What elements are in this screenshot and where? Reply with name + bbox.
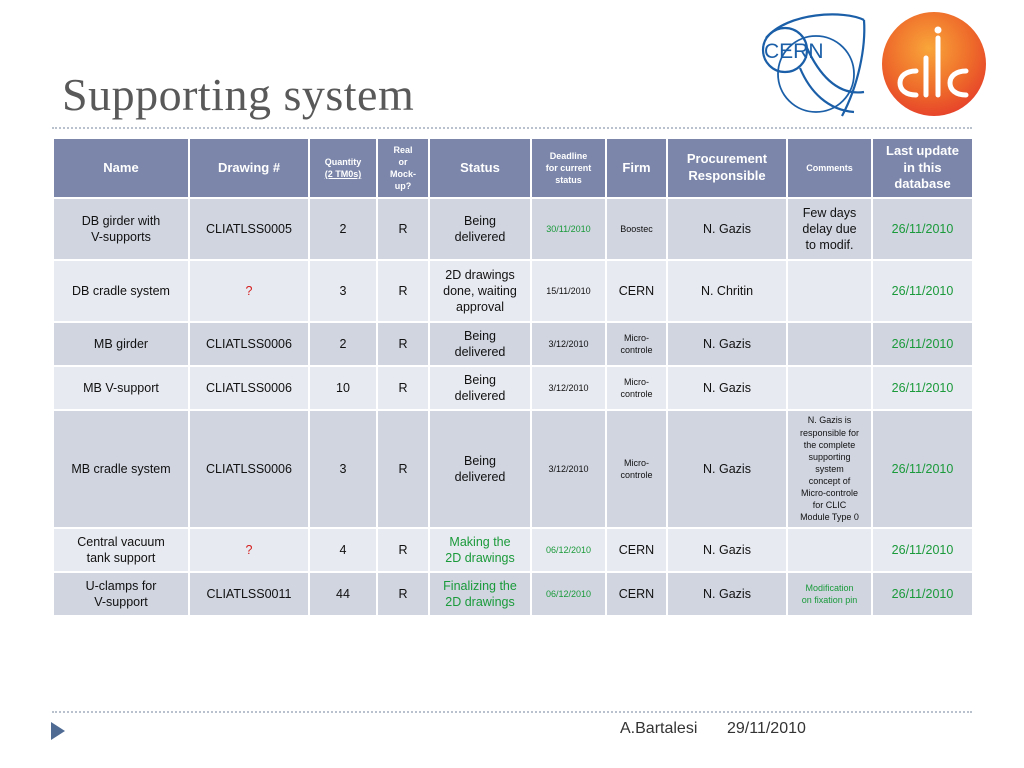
cell-quantity: 44 <box>309 572 377 616</box>
cell-comments: Few days delay due to modif. <box>787 198 872 260</box>
top-divider <box>52 127 972 129</box>
table-row <box>53 366 973 410</box>
play-triangle-icon <box>51 722 65 745</box>
cell-comments <box>787 322 872 366</box>
table-row <box>53 572 973 616</box>
cell-comments <box>787 260 872 322</box>
cell-real: R <box>377 366 429 410</box>
cell-name: U-clamps for V-support <box>53 572 189 616</box>
cell-comments: N. Gazis is responsible for the complete supporting system concept of Micro-controle for CLIC Module Type 0 <box>787 410 872 528</box>
cell-quantity: 3 <box>309 260 377 322</box>
cell-comments <box>787 366 872 410</box>
cell-quantity: 3 <box>309 410 377 528</box>
footer-date: 29/11/2010 <box>727 720 806 737</box>
cell-name: Central vacuum tank support <box>53 528 189 572</box>
cell-name: MB V-support <box>53 366 189 410</box>
table-row <box>53 528 973 572</box>
header-firm: Firm <box>606 138 667 198</box>
table-row <box>53 410 973 528</box>
cell-status: 2D drawings done, waiting approval <box>429 260 531 322</box>
slide-title: Supporting system <box>62 69 415 120</box>
cell-name: DB girder with V-supports <box>53 198 189 260</box>
cell-procurement: N. Gazis <box>667 528 787 572</box>
cell-quantity: 10 <box>309 366 377 410</box>
header-name: Name <box>53 138 189 198</box>
cell-drawing: CLIATLSS0011 <box>189 572 309 616</box>
cell-comments <box>787 528 872 572</box>
cell-status: Finalizing the 2D drawings <box>429 572 531 616</box>
supporting-system-table <box>52 137 974 617</box>
table-row <box>53 198 973 260</box>
bottom-divider <box>52 711 972 713</box>
cell-procurement: N. Gazis <box>667 410 787 528</box>
cell-status: Making the 2D drawings <box>429 528 531 572</box>
cell-deadline: 3/12/2010 <box>531 366 606 410</box>
cell-real: R <box>377 322 429 366</box>
header-real-or-mockup: Real or Mock- up? <box>377 138 429 198</box>
cell-last-update: 26/11/2010 <box>872 260 973 322</box>
cell-comments: Modification on fixation pin <box>787 572 872 616</box>
cell-procurement: N. Gazis <box>667 572 787 616</box>
cell-deadline: 06/12/2010 <box>531 572 606 616</box>
cell-last-update: 26/11/2010 <box>872 572 973 616</box>
cell-last-update: 26/11/2010 <box>872 366 973 410</box>
cell-last-update: 26/11/2010 <box>872 528 973 572</box>
cern-logo <box>758 8 870 125</box>
cell-deadline: 06/12/2010 <box>531 528 606 572</box>
cell-real: R <box>377 410 429 528</box>
cell-status: Being delivered <box>429 410 531 528</box>
cell-deadline: 3/12/2010 <box>531 410 606 528</box>
svg-text:CERN: CERN <box>764 40 824 63</box>
cell-firm: CERN <box>606 572 667 616</box>
footer-author: A.Bartalesi <box>620 720 698 737</box>
cell-status: Being delivered <box>429 366 531 410</box>
cell-drawing: ? <box>189 260 309 322</box>
cell-drawing: ? <box>189 528 309 572</box>
header-procurement: Procurement Responsible <box>667 138 787 198</box>
cell-firm: CERN <box>606 260 667 322</box>
cell-drawing: CLIATLSS0006 <box>189 322 309 366</box>
cell-quantity: 2 <box>309 198 377 260</box>
cell-name: MB cradle system <box>53 410 189 528</box>
table-row <box>53 322 973 366</box>
cell-firm: Micro- controle <box>606 410 667 528</box>
cell-name: DB cradle system <box>53 260 189 322</box>
cell-procurement: N. Chritin <box>667 260 787 322</box>
cell-firm: CERN <box>606 528 667 572</box>
cell-status: Being delivered <box>429 322 531 366</box>
header-status: Status <box>429 138 531 198</box>
cell-procurement: N. Gazis <box>667 198 787 260</box>
cell-drawing: CLIATLSS0005 <box>189 198 309 260</box>
header-last-update: Last update in this database <box>872 138 973 198</box>
header-quantity: Quantity (2 TM0s) <box>309 138 377 198</box>
cell-real: R <box>377 572 429 616</box>
cell-real: R <box>377 198 429 260</box>
cell-real: R <box>377 260 429 322</box>
cell-quantity: 2 <box>309 322 377 366</box>
table-header-row <box>53 138 973 198</box>
header-drawing: Drawing # <box>189 138 309 198</box>
cell-last-update: 26/11/2010 <box>872 198 973 260</box>
cell-drawing: CLIATLSS0006 <box>189 366 309 410</box>
cell-firm: Micro- controle <box>606 366 667 410</box>
table-row <box>53 260 973 322</box>
cell-deadline: 15/11/2010 <box>531 260 606 322</box>
clic-logo <box>878 8 990 123</box>
cell-deadline: 30/11/2010 <box>531 198 606 260</box>
cell-firm: Micro- controle <box>606 322 667 366</box>
header-comments: Comments <box>787 138 872 198</box>
cell-quantity: 4 <box>309 528 377 572</box>
cell-status: Being delivered <box>429 198 531 260</box>
cell-last-update: 26/11/2010 <box>872 322 973 366</box>
header-deadline: Deadline for current status <box>531 138 606 198</box>
cell-procurement: N. Gazis <box>667 366 787 410</box>
cell-last-update: 26/11/2010 <box>872 410 973 528</box>
cell-name: MB girder <box>53 322 189 366</box>
cell-deadline: 3/12/2010 <box>531 322 606 366</box>
cell-procurement: N. Gazis <box>667 322 787 366</box>
cell-real: R <box>377 528 429 572</box>
cell-drawing: CLIATLSS0006 <box>189 410 309 528</box>
cell-firm: Boostec <box>606 198 667 260</box>
